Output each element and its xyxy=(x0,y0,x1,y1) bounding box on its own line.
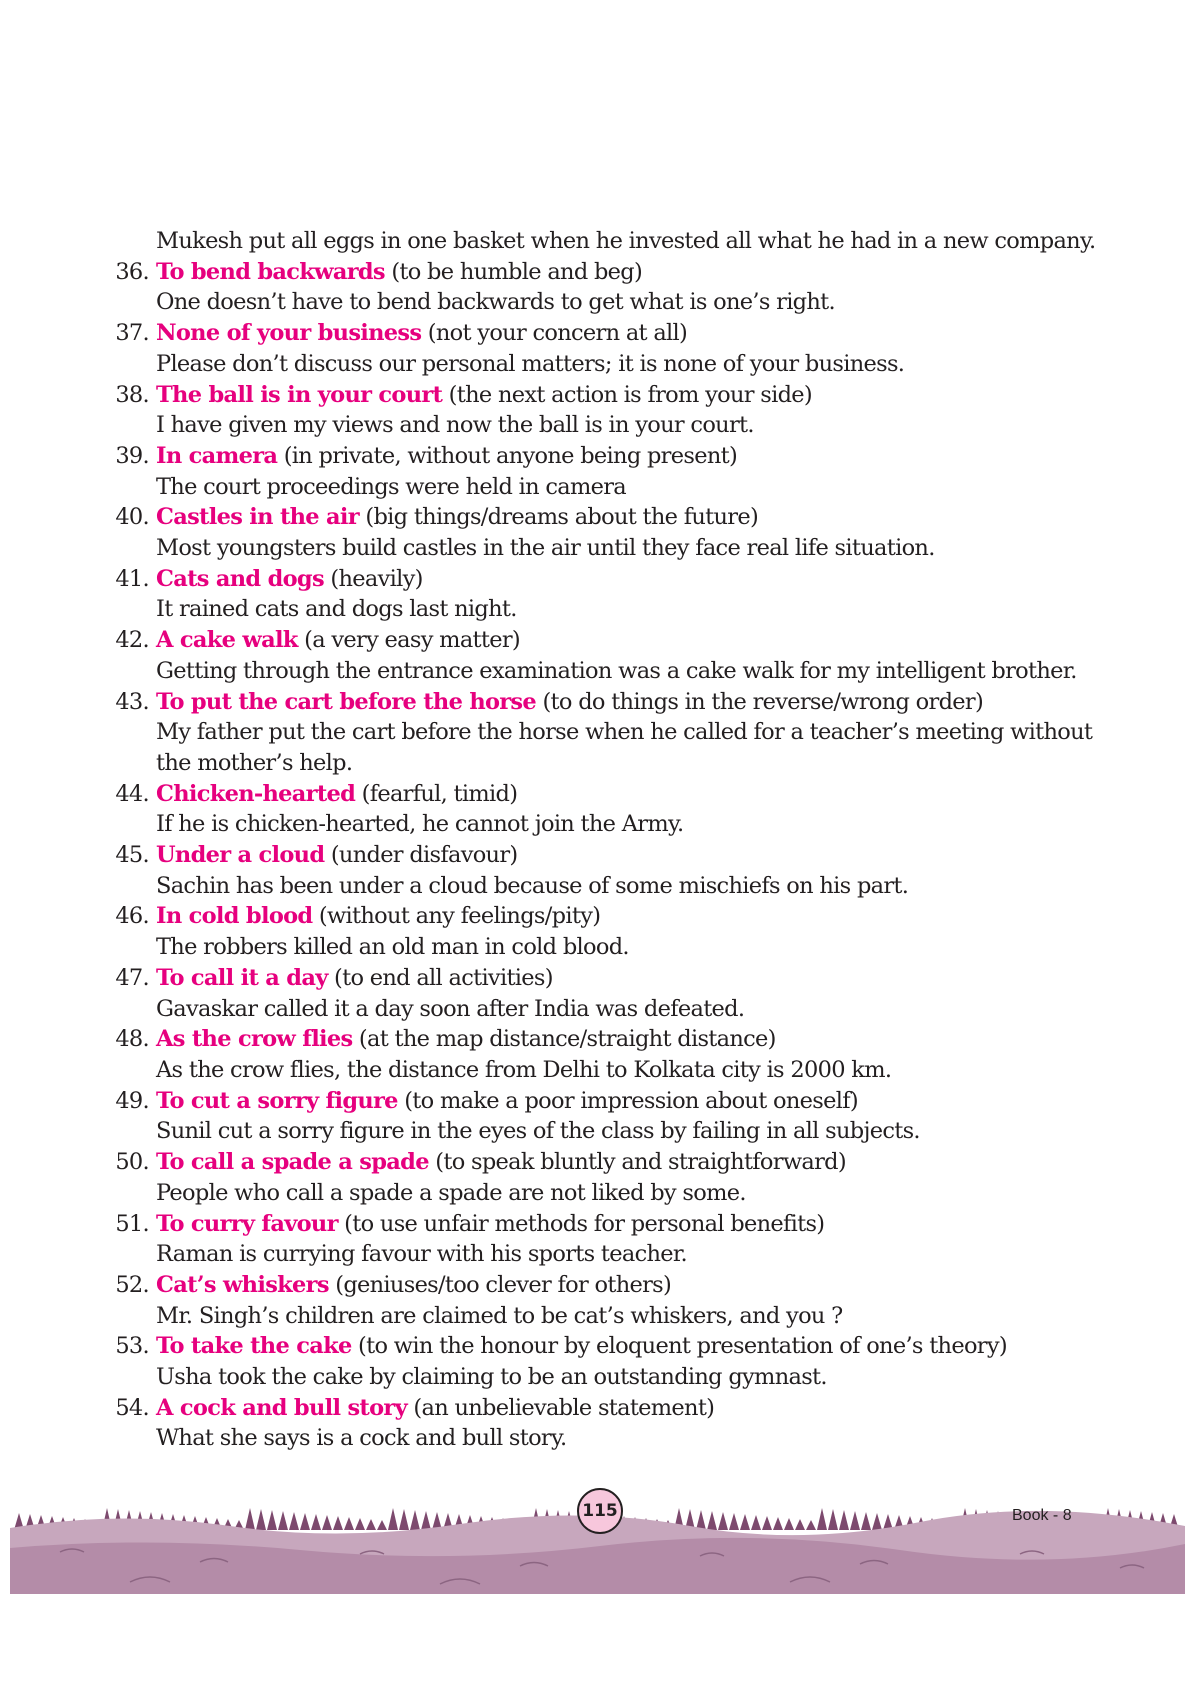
item-number: 54. xyxy=(115,1394,149,1421)
idiom-example: Getting through the entrance examination was a cake walk for my intelligent brother. xyxy=(156,657,1077,684)
tree-shape xyxy=(377,1520,387,1530)
idiom-meaning: (a very easy matter) xyxy=(297,627,520,654)
tree-shape xyxy=(828,1509,838,1530)
item-number: 44. xyxy=(115,780,149,807)
idiom-entry xyxy=(100,1331,1110,1362)
item-number: 40. xyxy=(115,504,149,531)
idiom-meaning: (not your concern at all) xyxy=(421,320,688,347)
tree-shape xyxy=(784,1518,794,1530)
item-number: 46. xyxy=(115,903,149,930)
idiom-example: Raman is currying favour with his sports teacher. xyxy=(156,1241,687,1268)
idiom-example: I have given my views and now the ball is in your court. xyxy=(156,412,754,439)
tree-shape xyxy=(872,1513,882,1530)
idiom-phrase: To take the cake xyxy=(156,1333,352,1360)
tree-shape xyxy=(421,1511,431,1530)
tree-shape xyxy=(806,1520,816,1530)
tree-shape xyxy=(355,1518,365,1530)
tree-shape xyxy=(333,1516,343,1530)
item-number: 37. xyxy=(115,320,149,347)
idiom-phrase: To bend backwards xyxy=(156,258,385,285)
idiom-example: One doesn’t have to bend backwards to get what is one’s right. xyxy=(156,289,835,316)
item-number: 42. xyxy=(115,627,149,654)
tree-shape xyxy=(850,1511,860,1530)
idiom-example: It rained cats and dogs last night. xyxy=(156,596,517,623)
idiom-phrase: A cock and bull story xyxy=(156,1394,407,1421)
tree-shape xyxy=(344,1517,354,1530)
tree-shape xyxy=(740,1514,750,1530)
idiom-entry xyxy=(100,441,1110,472)
book-label: Book - 8 xyxy=(1012,1507,1072,1524)
idiom-meaning: (geniuses/too clever for others) xyxy=(328,1271,672,1298)
tree-shape xyxy=(399,1509,409,1530)
item-number: 45. xyxy=(115,842,149,869)
tree-shape xyxy=(267,1510,277,1530)
idiom-entry xyxy=(100,1024,1110,1055)
idiom-meaning: (under disfavour) xyxy=(324,842,518,869)
idiom-phrase: A cake walk xyxy=(156,627,298,654)
tree-shape xyxy=(718,1512,728,1530)
idiom-entry xyxy=(100,1147,1110,1178)
idiom-entry xyxy=(100,380,1110,411)
idiom-example: What she says is a cock and bull story. xyxy=(156,1425,567,1452)
item-number: 41. xyxy=(115,565,149,592)
idiom-example: My father put the cart before the horse when he called for a teacher’s meeting without the mother’s help. xyxy=(156,719,1093,776)
tree-shape xyxy=(696,1510,706,1530)
idiom-entry xyxy=(100,901,1110,932)
idiom-meaning: (to be humble and beg) xyxy=(384,258,643,285)
tree-shape xyxy=(839,1510,849,1530)
item-number: 52. xyxy=(115,1271,149,1298)
tree-shape xyxy=(256,1509,266,1530)
tree-shape xyxy=(289,1512,299,1530)
idiom-example: As the crow flies, the distance from Delhi to Kolkata city is 2000 km. xyxy=(156,1056,892,1083)
idiom-example: The court proceedings were held in camera xyxy=(156,473,627,500)
tree-shape xyxy=(707,1511,717,1530)
idiom-entry xyxy=(100,564,1110,595)
continuation-line: Mukesh put all eggs in one basket when he invested all what he had in a new company. xyxy=(156,228,1096,254)
idiom-phrase: Cat’s whiskers xyxy=(156,1271,329,1298)
idiom-example: If he is chicken-hearted, he cannot join the Army. xyxy=(156,811,684,838)
idiom-example: Mr. Singh’s children are claimed to be cat’s whiskers, and you ? xyxy=(156,1302,843,1329)
idiom-entry xyxy=(100,840,1110,871)
page-number: 115 xyxy=(582,1501,618,1521)
idiom-meaning: (the next action is from your side) xyxy=(442,381,812,408)
idiom-items xyxy=(100,257,1110,1454)
idiom-meaning: (to make a poor impression about oneself) xyxy=(397,1087,858,1114)
idiom-meaning: (big things/dreams about the future) xyxy=(358,504,759,531)
item-number: 51. xyxy=(115,1210,149,1237)
tree-shape xyxy=(300,1513,310,1530)
tree-shape xyxy=(817,1508,827,1530)
tree-shape xyxy=(388,1508,398,1530)
idiom-phrase: None of your business xyxy=(156,320,422,347)
idiom-phrase: Under a cloud xyxy=(156,842,325,869)
idiom-phrase: The ball is in your court xyxy=(156,381,443,408)
idiom-example: Gavaskar called it a day soon after India was defeated. xyxy=(156,995,745,1022)
tree-shape xyxy=(795,1519,805,1530)
idiom-entry xyxy=(100,963,1110,994)
idiom-example: Sachin has been under a cloud because of some mischiefs on his part. xyxy=(156,872,909,899)
tree-shape xyxy=(410,1510,420,1530)
idiom-meaning: (an unbelievable statement) xyxy=(406,1394,715,1421)
idiom-phrase: Castles in the air xyxy=(156,504,359,531)
idiom-meaning: (to do things in the reverse/wrong order) xyxy=(536,688,984,715)
idiom-entry xyxy=(100,625,1110,656)
item-number: 36. xyxy=(115,258,149,285)
idiom-phrase: To curry favour xyxy=(156,1210,338,1237)
idiom-entry xyxy=(100,687,1110,718)
idiom-example: Please don’t discuss our personal matters; it is none of your business. xyxy=(156,350,905,377)
idiom-phrase: Cats and dogs xyxy=(156,565,324,592)
tree-shape xyxy=(366,1519,376,1530)
tree-shape xyxy=(311,1514,321,1530)
idiom-phrase: In camera xyxy=(156,442,278,469)
item-number: 53. xyxy=(115,1333,149,1360)
tree-shape xyxy=(245,1508,255,1530)
idiom-entry xyxy=(100,502,1110,533)
idiom-entry xyxy=(100,1393,1110,1424)
idiom-example: The robbers killed an old man in cold blood. xyxy=(156,934,629,961)
item-number: 43. xyxy=(115,688,149,715)
idiom-list xyxy=(100,226,1110,1454)
idiom-entry xyxy=(100,779,1110,810)
tree-shape xyxy=(861,1512,871,1530)
tree-shape xyxy=(322,1515,332,1530)
idiom-example: Usha took the cake by claiming to be an outstanding gymnast. xyxy=(156,1364,827,1391)
idiom-phrase: To put the cart before the horse xyxy=(156,688,537,715)
idiom-meaning: (to speak bluntly and straightforward) xyxy=(428,1149,846,1176)
tree-shape xyxy=(773,1517,783,1530)
tree-shape xyxy=(762,1516,772,1530)
idiom-phrase: In cold blood xyxy=(156,903,313,930)
idiom-entry xyxy=(100,257,1110,288)
idiom-example: People who call a spade a spade are not liked by some. xyxy=(156,1179,746,1206)
item-number: 47. xyxy=(115,964,149,991)
item-number: 48. xyxy=(115,1026,149,1053)
idiom-meaning: (fearful, timid) xyxy=(355,780,518,807)
idiom-phrase: To call a spade a spade xyxy=(156,1149,429,1176)
idiom-entry xyxy=(100,318,1110,349)
idiom-meaning: (to use unfair methods for personal benefits) xyxy=(337,1210,825,1237)
idiom-entry xyxy=(100,1209,1110,1240)
idiom-meaning: (to win the honour by eloquent presentation of one’s theory) xyxy=(351,1333,1007,1360)
idiom-meaning: (in private, without anyone being present) xyxy=(277,442,738,469)
item-number: 39. xyxy=(115,442,149,469)
idiom-phrase: As the crow flies xyxy=(156,1026,353,1053)
idiom-example: Most youngsters build castles in the air until they face real life situation. xyxy=(156,535,935,562)
idiom-example: Sunil cut a sorry figure in the eyes of the class by failing in all subjects. xyxy=(156,1118,920,1145)
idiom-phrase: To cut a sorry figure xyxy=(156,1087,398,1114)
tree-shape xyxy=(751,1515,761,1530)
tree-shape xyxy=(278,1511,288,1530)
idiom-entry xyxy=(100,1270,1110,1301)
page-number-badge xyxy=(577,1488,623,1534)
item-number: 49. xyxy=(115,1087,149,1114)
idiom-phrase: Chicken-hearted xyxy=(156,780,356,807)
idiom-meaning: (without any feelings/pity) xyxy=(312,903,601,930)
idiom-meaning: (at the map distance/straight distance) xyxy=(352,1026,776,1053)
idiom-entry xyxy=(100,1086,1110,1117)
idiom-meaning: (heavily) xyxy=(323,565,423,592)
idiom-phrase: To call it a day xyxy=(156,964,328,991)
tree-shape xyxy=(729,1513,739,1530)
item-number: 38. xyxy=(115,381,149,408)
item-number: 50. xyxy=(115,1149,149,1176)
idiom-meaning: (to end all activities) xyxy=(327,964,553,991)
